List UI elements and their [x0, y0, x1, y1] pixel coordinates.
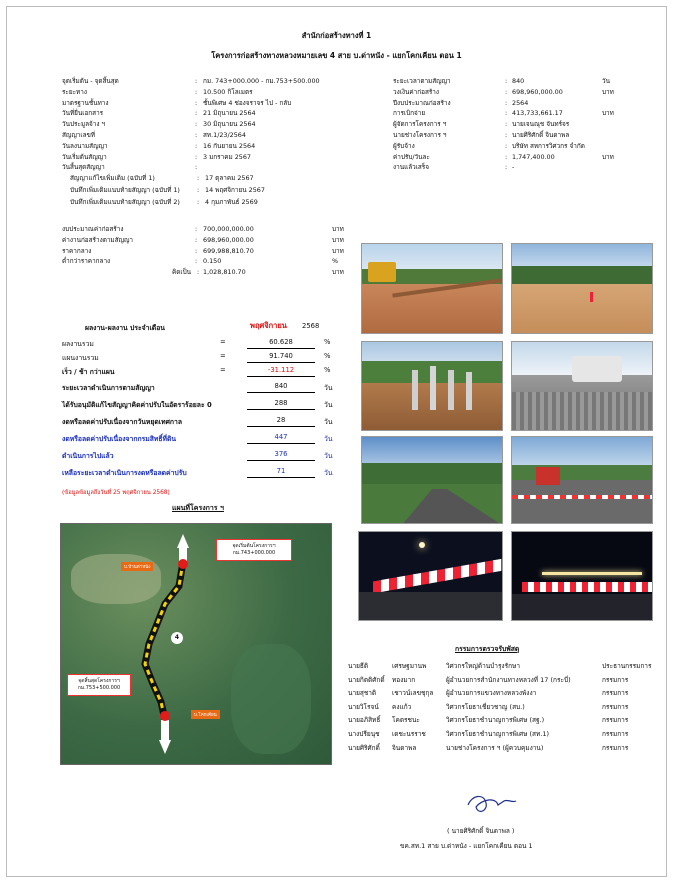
- progress-eq: =: [220, 366, 226, 374]
- info-value: บริษัท สหการวิศวกร จำกัด: [512, 141, 585, 150]
- info-row: [62, 76, 362, 86]
- committee-heading: กรรมการตรวจรับพัสดุ: [455, 645, 520, 653]
- info-label: งานแล้วเสร็จ: [393, 163, 429, 172]
- progress-eq: =: [220, 352, 226, 360]
- member-last-name: โคตรชนะ: [392, 716, 420, 725]
- info-label: ผู้จัดการโครงการ ฯ: [393, 120, 447, 129]
- member-position: วิศวกรโยธาชำนาญการพิเศษ (สท.1): [446, 730, 550, 738]
- member-last-name: จินดาพล: [392, 743, 417, 752]
- member-first-name: นายธีติ: [348, 662, 369, 670]
- progress-row: [62, 465, 332, 479]
- progress-unit: วัน: [324, 469, 333, 477]
- info-value: กม. 743+000.000 - กม.753+500.000: [203, 77, 320, 85]
- committee-row: [348, 661, 668, 672]
- info-label: ระยะเวลาตามสัญญา: [393, 77, 451, 85]
- info-label: ปีงบประมาณก่อสร้าง: [393, 98, 451, 107]
- amend-value: 17 ตุลาคม 2567: [205, 174, 254, 182]
- amend-colon: :: [197, 198, 200, 206]
- info-row: [62, 130, 362, 140]
- info-value: ชั้นพิเศษ 4 ช่องจราจร ไป - กลับ: [203, 98, 292, 107]
- budget-value: 0.150: [203, 257, 222, 266]
- info-colon: :: [195, 77, 198, 85]
- info-row-right: [393, 108, 633, 118]
- info-colon: :: [195, 163, 198, 172]
- member-position: ผู้อำนวยการแขวงทางหลวงพังงา: [446, 689, 537, 698]
- progress-unit: %: [324, 366, 331, 374]
- budget-value: 700,000,000.00: [203, 225, 254, 233]
- progress-row: [62, 380, 332, 394]
- progress-row: [62, 350, 332, 364]
- budget-label: คิดเป็น: [172, 268, 192, 277]
- progress-unit: วัน: [324, 435, 333, 443]
- map-village-bottom: บ.โคกเคียน: [191, 710, 220, 719]
- info-unit: วัน: [602, 77, 610, 85]
- info-colon: :: [195, 152, 198, 161]
- info-colon: :: [505, 77, 508, 85]
- progress-month: พฤศจิกายน: [250, 321, 287, 330]
- info-colon: :: [505, 120, 508, 129]
- map-heading: แผนที่โครงการ ฯ: [172, 504, 224, 512]
- progress-value: 447: [247, 433, 315, 444]
- member-role: กรรมการ: [602, 675, 629, 684]
- amend-value: 4 กุมภาพันธ์ 2569: [205, 198, 258, 206]
- info-label: สัญญาเลขที่: [62, 131, 96, 139]
- budget-row: [62, 267, 352, 277]
- info-value: 10.500 กิโลเมตร: [203, 87, 253, 96]
- member-last-name: เชาวน์เลขชุกุล: [392, 689, 434, 698]
- info-row-right: [393, 87, 633, 97]
- info-row: [62, 98, 362, 108]
- info-value: 2564: [512, 98, 529, 107]
- member-first-name: นายกิตติศักดิ์: [348, 675, 385, 684]
- info-row: [62, 152, 362, 162]
- map-start-callout: [216, 539, 292, 561]
- progress-unit: วัน: [324, 401, 333, 409]
- info-colon: :: [195, 141, 198, 150]
- info-row: [62, 87, 362, 97]
- committee-row: [348, 675, 668, 686]
- progress-value: 71: [247, 467, 315, 478]
- budget-label: ราคากลาง: [62, 246, 92, 255]
- progress-row: [62, 397, 332, 411]
- info-label: ระยะทาง: [62, 87, 87, 96]
- budget-row: [62, 256, 352, 266]
- progress-label: งดหรือลดค่าปรับเนื่องจากวันหยุดเทศกาล: [62, 418, 183, 426]
- info-colon: :: [505, 152, 508, 161]
- progress-value: 60.628: [247, 338, 315, 349]
- progress-value: 288: [247, 399, 315, 410]
- progress-unit: วัน: [324, 452, 333, 460]
- info-row-right: [393, 152, 633, 162]
- member-first-name: นายวิโรจน์: [348, 702, 379, 711]
- info-label: วันที่ยื่นเอกสาร: [62, 109, 104, 118]
- info-value: 30 มิถุนายน 2564: [203, 120, 256, 129]
- info-colon: :: [505, 87, 508, 96]
- info-value: 3 มกราคม 2567: [203, 152, 251, 161]
- budget-label: ค่างานก่อสร้างตามสัญญา: [62, 235, 134, 244]
- info-colon: :: [195, 87, 198, 96]
- info-colon: :: [505, 163, 508, 172]
- progress-year: 2568: [302, 322, 320, 330]
- budget-colon: :: [195, 257, 198, 266]
- info-row-right: [393, 119, 633, 129]
- budget-row: [62, 246, 352, 256]
- member-position: วิศวกรโยธาเชี่ยวชาญ (สบ.): [446, 702, 525, 711]
- site-photo-5: [361, 436, 503, 524]
- progress-label: ดำเนินการไปแล้ว: [62, 452, 114, 460]
- info-colon: :: [195, 131, 198, 139]
- progress-unit: วัน: [324, 384, 333, 392]
- progress-value: 840: [247, 382, 315, 393]
- info-row-right: [393, 76, 633, 86]
- committee-row: [348, 688, 668, 699]
- map-start-label: จุดเริ่มต้นโครงการฯ: [232, 543, 276, 549]
- site-photo-8: [511, 531, 653, 621]
- progress-value: 376: [247, 450, 315, 461]
- committee-row: [348, 715, 668, 726]
- site-photo-6: [511, 436, 653, 524]
- progress-value: -31.112: [247, 366, 315, 377]
- member-role: กรรมการ: [602, 702, 629, 711]
- progress-label: แผนงานรวม: [62, 354, 99, 362]
- info-label: ผู้รับจ้าง: [393, 141, 415, 150]
- project-title: โครงการก่อสร้างทางหลวงหมายเลข 4 สาย บ.ด่าหนัง - แยกโคกเคียน ตอน 1: [211, 51, 462, 60]
- info-label: ค่าปรับ/วันละ: [393, 152, 430, 161]
- info-value: 1,747,400.00: [512, 152, 555, 161]
- amend-row: [70, 185, 360, 195]
- budget-label: ต่ำกว่าราคากลาง: [62, 257, 111, 266]
- info-colon: :: [505, 98, 508, 107]
- member-role: กรรมการ: [602, 689, 629, 698]
- map-end-callout: [67, 674, 131, 696]
- progress-label: ได้รับอนุมัติแก้ไขสัญญาคิดค่าปรับในอัตราร้อยละ 0: [62, 401, 212, 409]
- info-colon: :: [505, 131, 508, 139]
- member-position: นายช่างโครงการ ฯ (ผู้ควบคุมงาน): [446, 743, 544, 752]
- progress-heading: ผลงาน-ผลงาน ประจำเดือน: [85, 324, 165, 332]
- info-row-right: [393, 130, 633, 140]
- progress-label: เร็ว / ช้า กว่าแผน: [62, 368, 115, 376]
- committee-row: [348, 729, 668, 740]
- info-label: นายช่างโครงการ ฯ: [393, 131, 447, 139]
- progress-value: 28: [247, 416, 315, 427]
- budget-value: 1,028,810.70: [203, 268, 246, 277]
- budget-colon: :: [195, 235, 198, 244]
- member-last-name: ทองมาก: [392, 675, 416, 684]
- info-label: วันประมูลจ้าง ฯ: [62, 120, 106, 129]
- site-photo-1: [361, 243, 503, 334]
- info-row-right: [393, 162, 633, 172]
- site-photo-7: [358, 531, 503, 621]
- map-end-label: จุดสิ้นสุดโครงการฯ: [78, 678, 120, 684]
- info-value: 21 มิถุนายน 2564: [203, 109, 256, 118]
- map-end-km: กม.753+500.000: [77, 685, 121, 691]
- member-position: วิศวกรโยธาชำนาญการพิเศษ (สฐ.): [446, 716, 545, 725]
- member-role: กรรมการ: [602, 743, 629, 752]
- info-value: 413,733,661.17: [512, 109, 563, 118]
- amend-label: บันทึกเพิ่มเติมแนบท้ายสัญญา (ฉบับที่ 2): [70, 198, 180, 206]
- budget-unit: บาท: [332, 268, 344, 277]
- progress-label: งดหรือลดค่าปรับเนื่องจากกรมสิทธิ์ที่ดิน: [62, 435, 177, 443]
- budget-row: [62, 224, 352, 234]
- info-value: นายศิริศักดิ์ จินดาพล: [512, 131, 570, 139]
- amend-label: บันทึกเพิ่มเติมแนบท้ายสัญญา (ฉบับที่ 1): [70, 186, 180, 194]
- info-unit: บาท: [602, 152, 614, 161]
- amend-row: [70, 173, 360, 183]
- budget-unit: บาท: [332, 225, 344, 233]
- budget-row: [62, 235, 352, 245]
- info-row: [62, 119, 362, 129]
- progress-eq: =: [220, 338, 226, 346]
- budget-unit: บาท: [332, 235, 344, 244]
- member-first-name: นายสุชาติ: [348, 689, 377, 698]
- info-unit: บาท: [602, 109, 614, 118]
- info-colon: :: [195, 109, 198, 118]
- info-row-right: [393, 98, 633, 108]
- map-start-km: กม.743+000.000: [232, 550, 276, 556]
- member-last-name: เศรษฐมานพ: [392, 662, 427, 670]
- info-colon: :: [195, 98, 198, 107]
- info-label: วงเงินค่าก่อสร้าง: [393, 87, 439, 96]
- info-label: การเบิกจ่าย: [393, 109, 426, 118]
- signature-title: ขค.สท.1 สาย บ.ด่าหนัง - แยกโคกเคียน ตอน 1: [400, 842, 533, 850]
- member-last-name: เดชะนรราช: [392, 730, 426, 738]
- progress-unit: %: [324, 338, 331, 346]
- info-row-right: [393, 141, 633, 151]
- budget-colon: :: [195, 225, 198, 233]
- progress-label: เหลือระยะเวลาดำเนินการงดหรือลดค่าปรับ: [62, 469, 187, 477]
- office-title: สำนักก่อสร้างทางที่ 1: [301, 31, 372, 40]
- committee-row: [348, 743, 668, 754]
- member-first-name: นายอภิสิทธิ์: [348, 716, 381, 725]
- progress-note: (ข้อมูลข้อมูลถึงวันที่ 25 พฤศจิกายน 2568): [62, 490, 170, 496]
- budget-value: 699,988,810.70: [203, 246, 254, 255]
- amend-row: [70, 197, 360, 207]
- member-last-name: คงแก้ว: [392, 702, 412, 711]
- budget-value: 698,960,000.00: [203, 235, 254, 244]
- budget-colon: :: [195, 246, 198, 255]
- info-label: วันเริ่มต้นสัญญา: [62, 152, 107, 161]
- amend-colon: :: [197, 174, 200, 182]
- member-role: กรรมการ: [602, 730, 629, 738]
- info-label: จุดเริ่มต้น - จุดสิ้นสุด: [62, 77, 119, 85]
- progress-row: [62, 364, 332, 378]
- info-value: 698,960,000.00: [512, 87, 563, 96]
- committee-row: [348, 702, 668, 713]
- progress-row: [62, 414, 332, 428]
- info-colon: :: [505, 109, 508, 118]
- progress-value: 91.740: [247, 352, 315, 363]
- info-row: [62, 108, 362, 118]
- budget-label: งบประมาณค่าก่อสร้าง: [62, 225, 124, 233]
- map-village-top: บ.บ้านด่าหนัง: [121, 562, 153, 571]
- signature-name: ( นายศิริศักดิ์ จินดาพล ): [447, 827, 515, 835]
- info-row: [62, 162, 362, 172]
- member-position: วิศวกรใหญ่ด้านบำรุงรักษา: [446, 662, 520, 670]
- member-position: ผู้อำนวยการสำนักงานทางหลวงที่ 17 (กระบี่): [446, 675, 571, 684]
- member-first-name: นายศิริศักดิ์: [348, 743, 380, 752]
- info-label: มาตรฐานชั้นทาง: [62, 98, 109, 107]
- info-label: วันลงนามสัญญา: [62, 141, 108, 150]
- progress-label: ผลงานรวม: [62, 340, 94, 348]
- member-first-name: นางปรียนุช: [348, 730, 380, 738]
- budget-unit: บาท: [332, 246, 344, 255]
- info-value: สท.1/23/2564: [203, 131, 246, 139]
- info-colon: :: [195, 120, 198, 129]
- info-value: -: [512, 163, 515, 172]
- site-photo-3: [361, 341, 503, 431]
- info-value: 840: [512, 77, 525, 85]
- amend-label: สัญญาแก้ไขเพิ่มเติม (ฉบับที่ 1): [70, 174, 155, 182]
- progress-unit: %: [324, 352, 331, 360]
- info-label: วันสิ้นสุดสัญญา: [62, 163, 105, 172]
- budget-unit: %: [332, 257, 339, 266]
- progress-unit: วัน: [324, 418, 333, 426]
- member-role: ประธานกรรมการ: [602, 662, 652, 670]
- member-role: กรรมการ: [602, 716, 629, 725]
- info-value: 16 กันยายน 2564: [203, 141, 256, 150]
- amend-colon: :: [197, 186, 200, 194]
- progress-row: [62, 336, 332, 350]
- budget-colon: :: [197, 268, 200, 277]
- site-photo-4: [511, 341, 653, 431]
- route-number-badge: 4: [171, 632, 183, 644]
- info-colon: :: [505, 141, 508, 150]
- progress-row: [62, 431, 332, 445]
- info-unit: บาท: [602, 87, 614, 96]
- project-map: [60, 523, 332, 765]
- progress-row: [62, 448, 332, 462]
- info-row: [62, 141, 362, 151]
- amend-value: 14 พฤศจิกายน 2567: [205, 186, 265, 194]
- signature-mark: [462, 789, 522, 819]
- site-photo-2: [511, 243, 653, 334]
- progress-label: ระยะเวลาดำเนินการตามสัญญา: [62, 384, 155, 392]
- info-value: นายเจนณุช จันทร์จร: [512, 120, 570, 129]
